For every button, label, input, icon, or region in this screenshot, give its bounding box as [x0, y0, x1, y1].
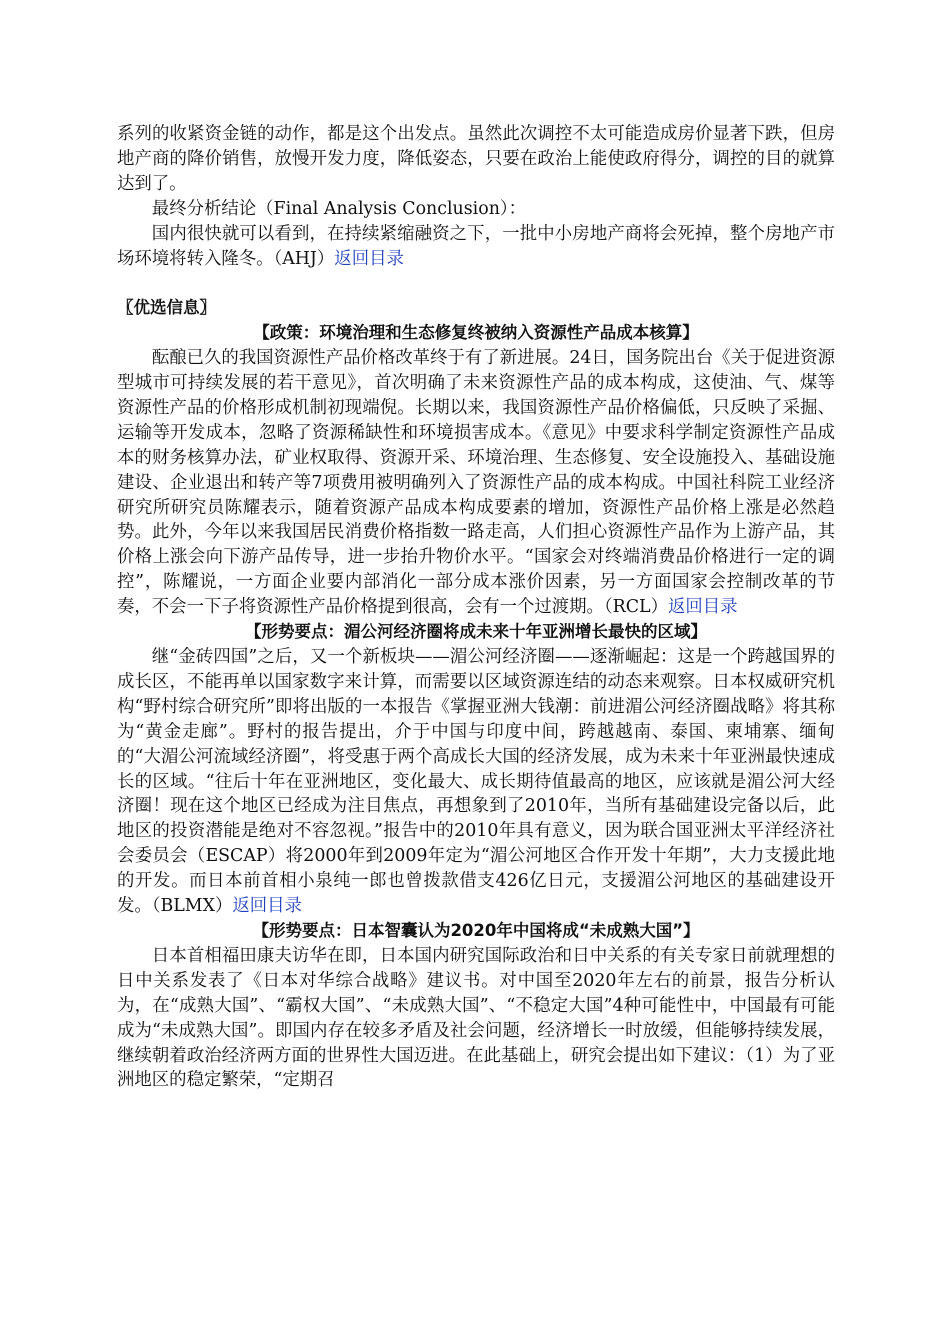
article-heading: 【政策：环境治理和生态修复终被纳入资源性产品成本核算】	[253, 323, 699, 343]
article-heading: 【形势要点：湄公河经济圈将成未来十年亚洲增长最快的区域】	[245, 622, 707, 642]
document-page	[117, 122, 835, 1093]
return-to-toc-link[interactable]: 返回目录	[667, 597, 738, 618]
intro-text: 系列的收紧资金链的动作，都是这个出发点。虽然此次调控不太可能造成房价显著下跌，但房地产商的降价销售，放慢开发力度，降低姿态，只要在政治上能使政府得分，调控的目的就算达到了。	[117, 124, 835, 194]
return-to-toc-link[interactable]: 返回目录	[334, 248, 404, 269]
article-body	[117, 346, 835, 620]
conclusion-label	[117, 197, 835, 222]
article-body-text: 酝酿已久的我国资源性产品价格改革终于有了新进展。24日，国务院出台《关于促进资源型城市可持续发展的若干意见》，首次明确了未来资源性产品的成本构成，这使油、气、煤等资源性产品的价格形成机制初现端倪。长期以来，我国资源性产品价格偏低，只反映了采掘、运输等开发成本，忽略了资源稀缺性和环境损害成本。《意见》中要求科学制定资源性产品成本的财务核算办法，矿业权取得、资源开采、环境治理、生态修复、安全设施投入、基础设施建设、企业退出和转产等7项费用被明确列入了资源性产品的成本构成。中国社科院工业经济研究所研究员陈耀表示，随着资源产品成本构成要素的增加，资源性产品价格上涨是必然趋势。此外，今年以来我国居民消费价格指数一路走高，人们担心资源性产品作为上游产品，其价格上涨会向下游产品传导，进一步抬升物价水平。“国家会对终端消费品价格进行一定的调控”，陈耀说，一方面企业要内部消化一部分成本涨价因素，另一方面国家会控制改革的节奏，不会一下子将资源性产品价格提到很高，会有一个过渡期。（RCL）	[117, 348, 835, 618]
spacer	[117, 271, 835, 296]
intro-paragraph	[117, 122, 835, 197]
article-body	[117, 944, 835, 1093]
return-to-toc-link[interactable]: 返回目录	[232, 896, 302, 917]
conclusion-label-text: 最终分析结论（Final Analysis Conclusion）：	[151, 198, 526, 219]
section-label: 〖优选信息〗	[117, 298, 216, 318]
conclusion-paragraph	[117, 222, 835, 272]
article-heading: 【形势要点：日本智囊认为2020年中国将成“未成熟大国”】	[252, 920, 700, 940]
article-body	[117, 645, 835, 919]
conclusion-text: 国内很快就可以看到，在持续紧缩融资之下，一批中小房地产商将会死掉，整个房地产市场环境将转入隆冬。（AHJ）	[117, 223, 835, 269]
article-body-text: 继“金砖四国”之后，又一个新板块——湄公河经济圈——逐渐崛起：这是一个跨越国界的成长区，不能再单以国家数字来计算，而需要以区域资源连结的动态来观察。日本权威研究机构“野村综合研究所”即将出版的一本报告《掌握亚洲大钱潮：前进湄公河经济圈战略》将其称为“黄金走廊”。野村的报告提出，介于中国与印度中间，跨越越南、泰国、柬埔寨、缅甸的“大湄公河流域经济圈”，将受惠于两个高成长大国的经济发展，成为未来十年亚洲最快速成长的区域。“往后十年在亚洲地区，变化最大、成长期待值最高的地区，应该就是湄公河大经济圈！现在这个地区已经成为注目焦点，再想象到了2010年，当所有基础建设完备以后，此地区的投资潜能是绝对不容忽视。”报告中的2010年具有意义，因为联合国亚洲太平洋经济社会委员会（ESCAP）将2000年到2009年定为“湄公河地区合作开发十年期”，大力支援此地的开发。而日本前首相小泉纯一郎也曾拨款借支426亿日元，支援湄公河地区的基础建设开发。（BLMX）	[117, 647, 835, 917]
article-body-text: 日本首相福田康夫访华在即，日本国内研究国际政治和日中关系的有关专家日前就理想的日中关系发表了《日本对华综合战略》建议书。对中国至2020年左右的前景，报告分析认为，在“成熟大国”、“霸权大国”、“未成熟大国”、“不稳定大国”4种可能性中，中国最有可能成为“未成熟大国”。即国内存在较多矛盾及社会问题，经济增长一时放缓，但能够持续发展，继续朝着政治经济两方面的世界性大国迈进。在此基础上，研究会提出如下建议：（1）为了亚洲地区的稳定繁荣，“定期召	[117, 945, 835, 1091]
